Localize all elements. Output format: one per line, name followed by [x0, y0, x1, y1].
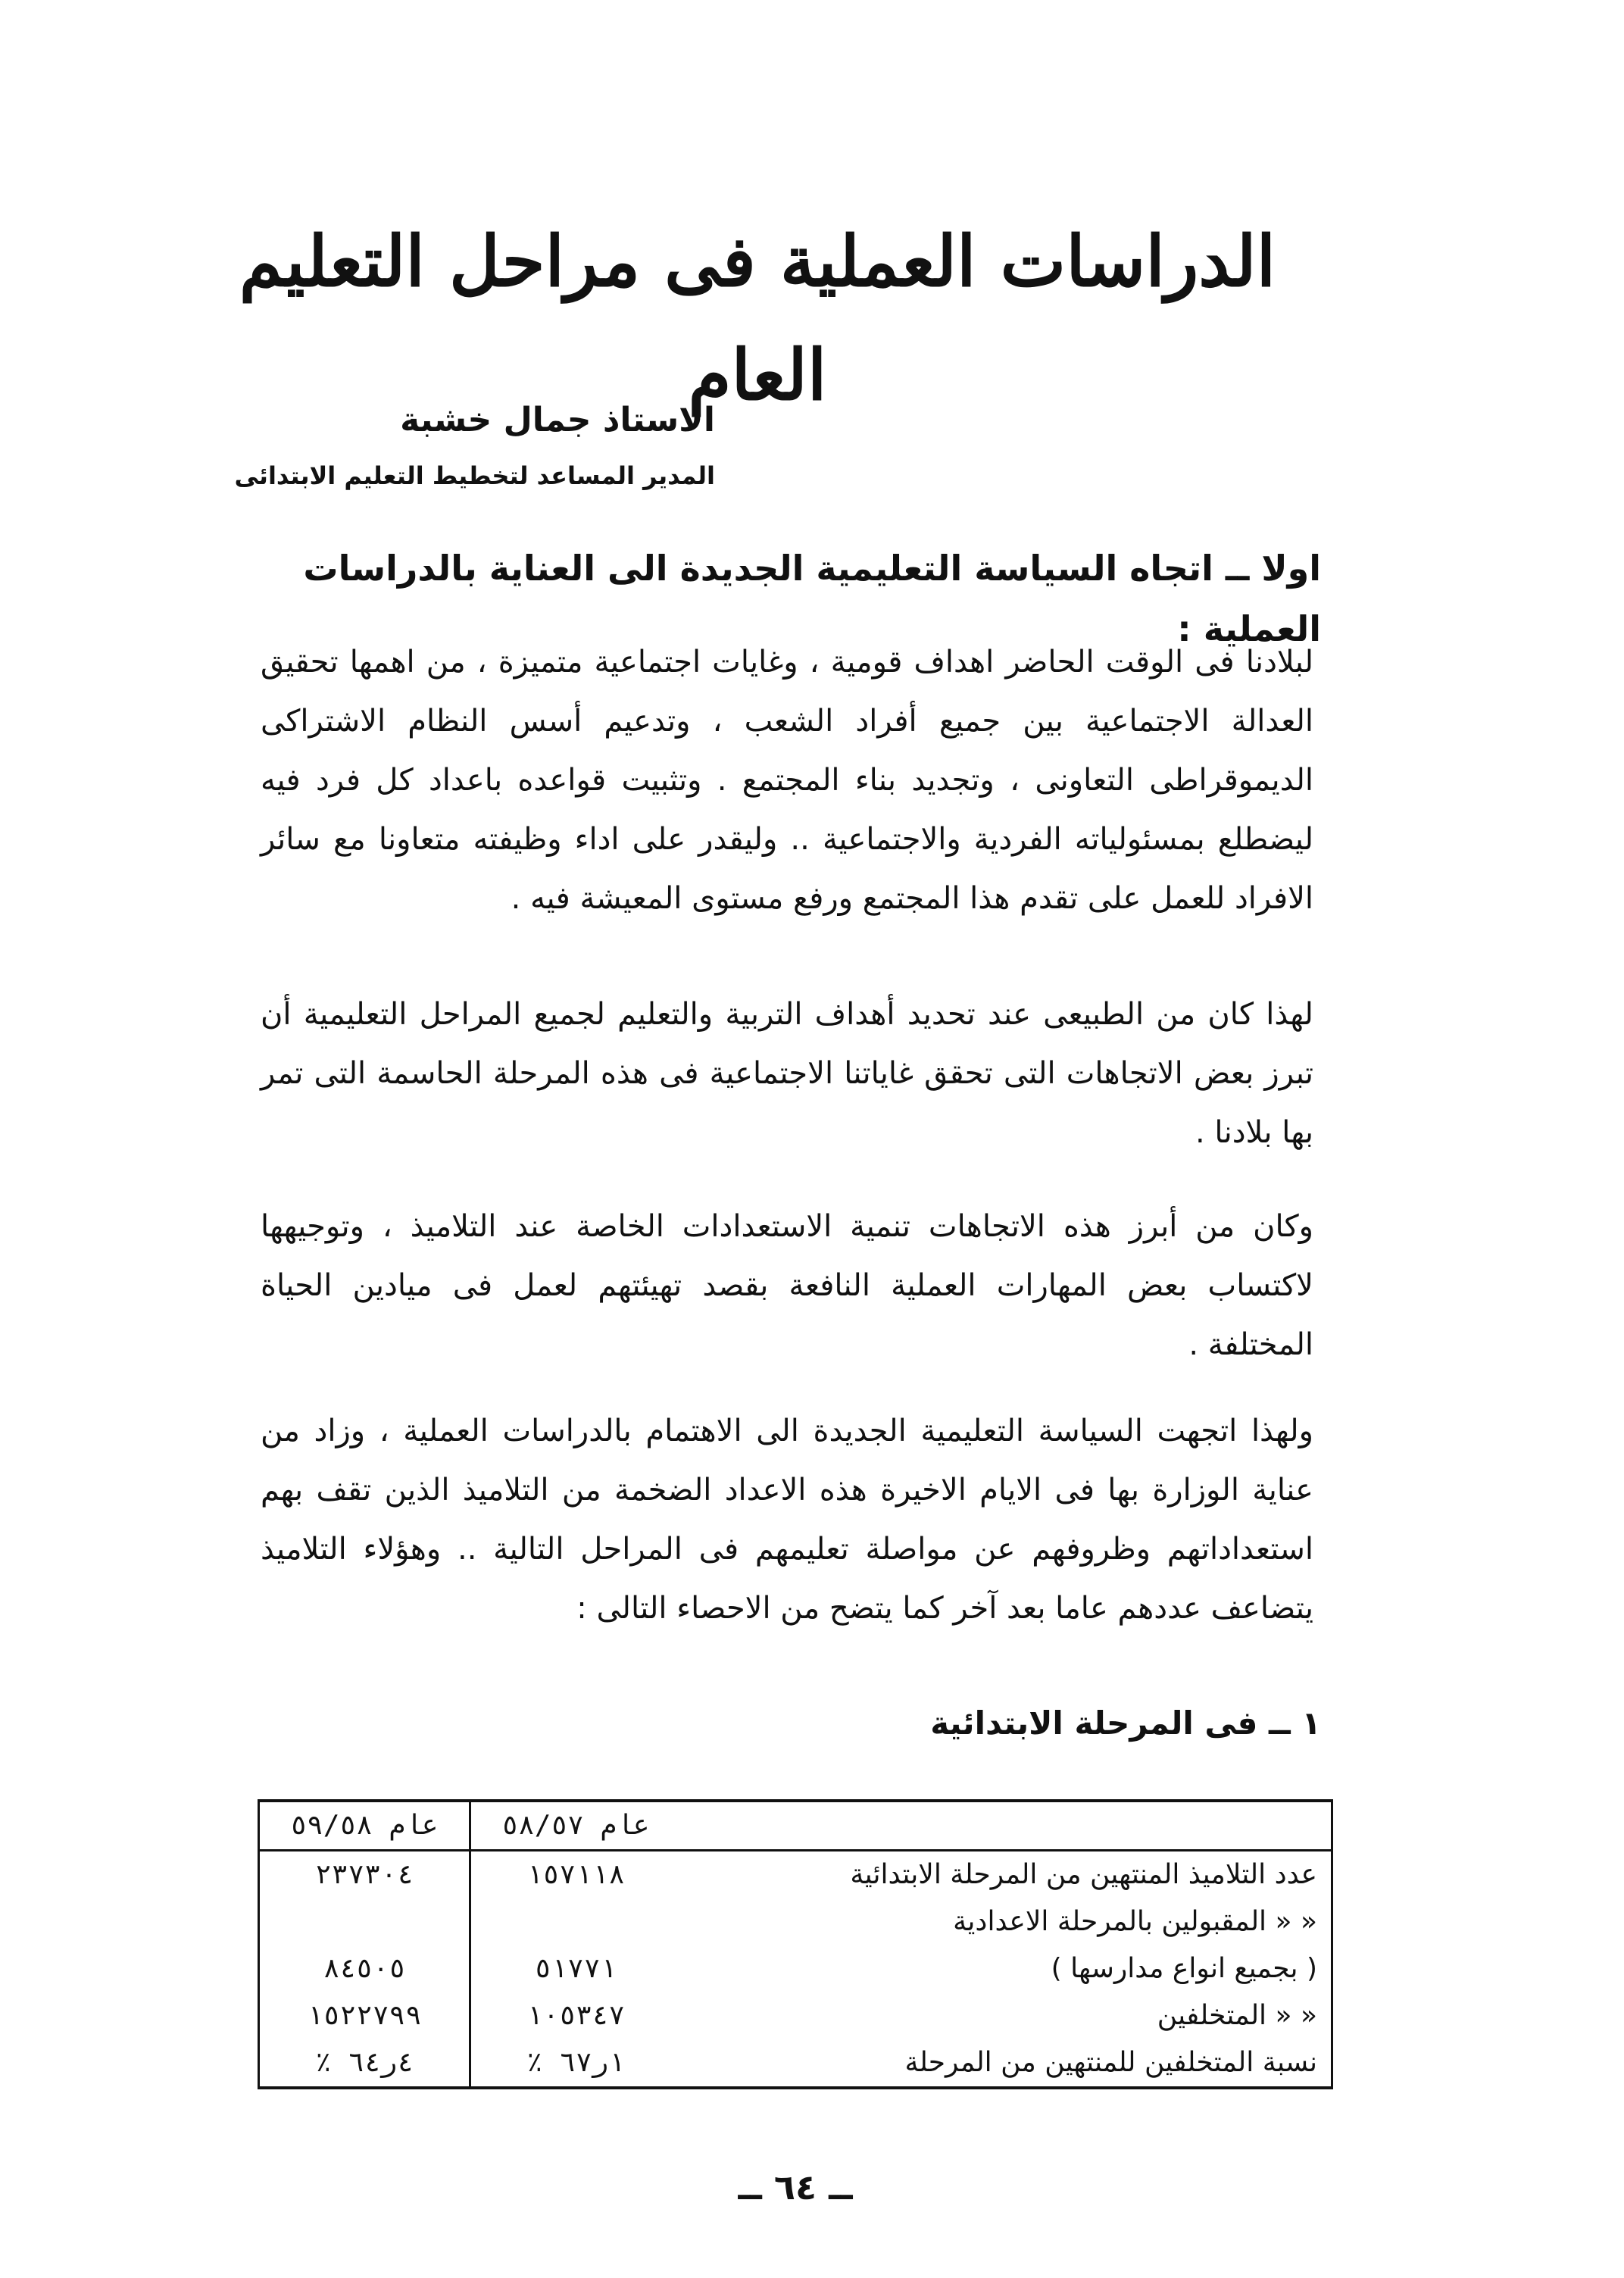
table-cell: ١ر٦٧ ٪: [470, 2039, 681, 2088]
section-heading: اولا ــ اتجاه السياسة التعليمية الجديدة الى العناية بالدراسات العملية :: [303, 548, 1321, 649]
table-row-label: نسبة المتخلفين للمنتهين من المرحلة: [680, 2039, 1332, 2088]
article-title: الدراسات العملية فى مراحل التعليم العام: [239, 220, 1276, 416]
table-cell: ٨٤٥٠٥: [259, 1945, 470, 1992]
statistics-table: [258, 1799, 1333, 2089]
table-cell: ١٥٢٢٧٩٩: [259, 1992, 470, 2039]
page-number: ــ ٦٤ ــ: [738, 2167, 853, 2208]
table-row: [259, 1945, 1332, 1992]
table-header-year: عام ٥٨/٥٧: [470, 1801, 681, 1851]
table-header-year: عام ٥٩/٥٨: [259, 1801, 470, 1851]
table-row: [259, 1851, 1332, 1899]
paragraph: لهذا كان من الطبيعى عند تحديد أهداف التربية والتعليم لجميع المراحل التعليمية أن تبرز بعض الاتجاهات التى تحقق غاياتنا الاجتماعية فى هذه المرحلة الحاسمة التى تمر بها بلادنا .: [261, 997, 1313, 1150]
table-row-label: « « المتخلفين: [680, 1992, 1332, 2039]
table-cell: [470, 1898, 681, 1945]
author-name: الاستاذ جمال خشبة: [400, 401, 715, 439]
sub-heading: ١ ــ فى المرحلة الابتدائية: [930, 1705, 1321, 1742]
table-row-label: عدد التلاميذ المنتهين من المرحلة الابتدائية: [680, 1851, 1332, 1899]
table-row-label: « « المقبولين بالمرحلة الاعدادية: [680, 1898, 1332, 1945]
table-cell: ٥١٧٧١: [470, 1945, 681, 1992]
table-cell: ٢٣٧٣٠٤: [259, 1851, 470, 1899]
table-cell: ١٠٥٣٤٧: [470, 1992, 681, 2039]
table-header-row: [259, 1801, 1332, 1851]
table-row: [259, 1992, 1332, 2039]
table-header-empty: [680, 1801, 1332, 1851]
table-cell: [259, 1898, 470, 1945]
table-row: [259, 2039, 1332, 2088]
table-cell: ٤ر٦٤ ٪: [259, 2039, 470, 2088]
table-cell: ١٥٧١١٨: [470, 1851, 681, 1899]
paragraph: لبلادنا فى الوقت الحاضر اهداف قومية ، وغايات اجتماعية متميزة ، من اهمها تحقيق العدالة الاجتماعية بين جميع أفراد الشعب ، وتدعيم أسس النظام الاشتراكى الديموقراطى التعاونى ، وتجديد بناء المجتمع . وتثبيت قواعده باعداد كل فرد فيه ليضطلع بمسئولياته الفردية والاجتماعية .. وليقدر على اداء وظيفته متعاونا مع سائر الافراد للعمل على تقدم هذا المجتمع ورفع مستوى المعيشة فيه .: [261, 645, 1313, 916]
author-role: المدير المساعد لتخطيط التعليم الابتدائى: [234, 461, 715, 490]
paragraph: ولهذا اتجهت السياسة التعليمية الجديدة الى الاهتمام بالدراسات العملية ، وزاد من عناية الوزارة بها فى الايام الاخيرة هذه الاعداد الضخمة من التلاميذ الذين تقف بهم استعداداتهم وظروفهم عن مواصلة تعليمهم فى المراحل التالية .. وهؤلاء التلاميذ يتضاعف عددهم عاما بعد آخر كما يتضح من الاحصاء التالى :: [261, 1414, 1313, 1626]
table-row-label: ( بجميع انواع مدارسها ): [680, 1945, 1332, 1992]
table-row: [259, 1898, 1332, 1945]
paragraph: وكان من أبرز هذه الاتجاهات تنمية الاستعدادات الخاصة عند التلاميذ ، وتوجيهها لاكتساب بعض المهارات العملية النافعة بقصد تهيئتهم لعمل فى ميادين الحياة المختلفة .: [261, 1209, 1313, 1362]
